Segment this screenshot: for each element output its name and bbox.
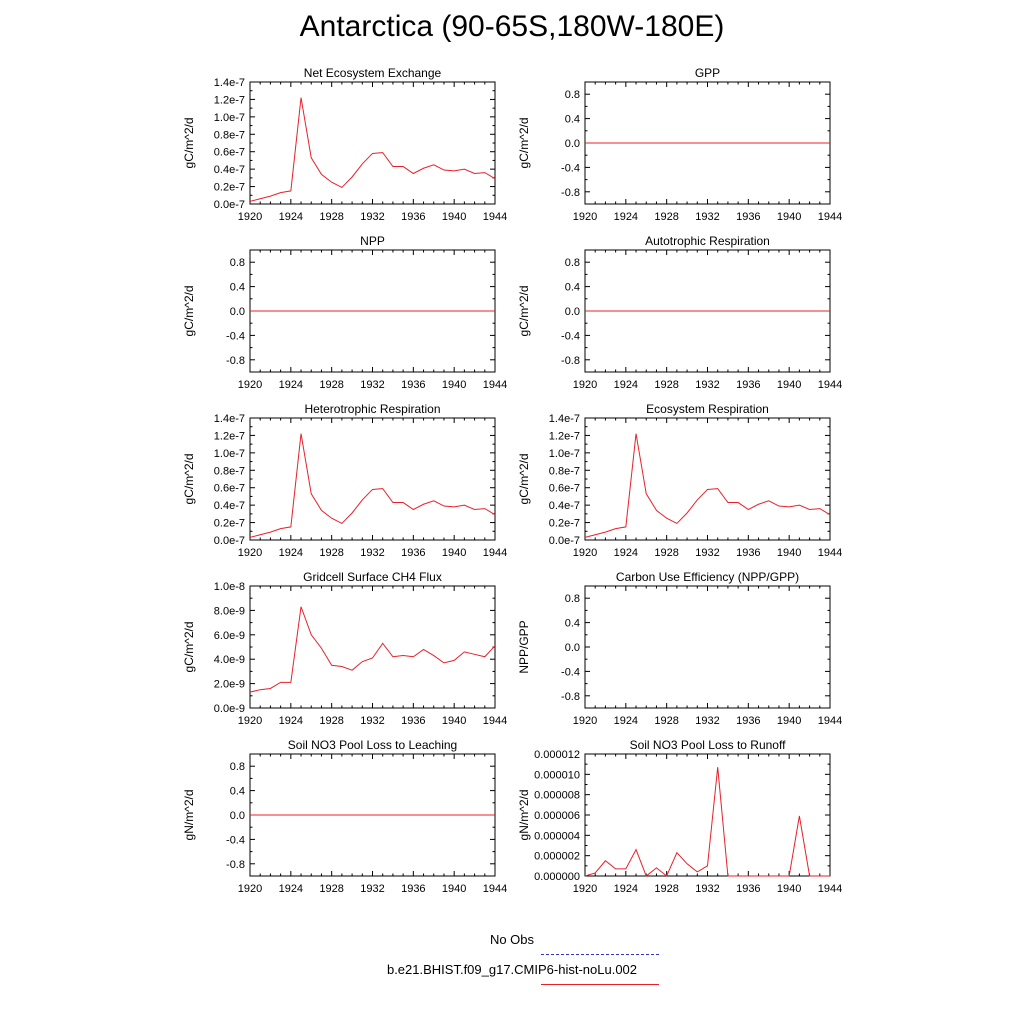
y-axis-label: NPP/GPP xyxy=(517,620,531,674)
chart-panel-3 xyxy=(182,234,507,391)
y-tick-label: 0.4 xyxy=(229,785,245,798)
y-tick-label: 0.4e-7 xyxy=(548,500,580,513)
x-tick-label: 1936 xyxy=(736,379,761,391)
y-tick-label: 0.8 xyxy=(564,89,580,102)
x-tick-label: 1928 xyxy=(654,547,679,559)
y-tick-label: 0.000010 xyxy=(534,769,580,782)
x-tick-label: 1920 xyxy=(572,883,598,895)
y-axis-label: gC/m^2/d xyxy=(182,117,196,169)
y-tick-label: -0.4 xyxy=(561,666,580,679)
y-tick-label: 0.0e-9 xyxy=(213,703,245,715)
x-tick-label: 1944 xyxy=(482,547,508,559)
x-tick-label: 1940 xyxy=(776,379,802,391)
x-tick-label: 1944 xyxy=(482,379,508,391)
x-tick-label: 1944 xyxy=(817,715,843,727)
y-tick-label: 0.4 xyxy=(229,281,245,294)
chart-title: Soil NO3 Pool Loss to Runoff xyxy=(629,738,786,752)
x-tick-label: 1936 xyxy=(401,547,426,559)
y-tick-label: -0.8 xyxy=(561,354,580,367)
x-tick-label: 1924 xyxy=(613,379,639,391)
y-tick-label: 1.2e-7 xyxy=(548,430,580,443)
chart-panel-10 xyxy=(517,738,842,895)
y-tick-label: 0.000008 xyxy=(534,789,580,802)
y-tick-label: 0.2e-7 xyxy=(213,181,245,194)
y-tick-label: 0.0 xyxy=(229,810,245,822)
chart-panel-9 xyxy=(182,738,507,895)
x-tick-label: 1944 xyxy=(817,883,843,895)
x-tick-label: 1936 xyxy=(736,211,761,223)
legend-obs-line xyxy=(541,954,659,955)
y-tick-label: 6.0e-9 xyxy=(213,629,245,642)
x-tick-label: 1936 xyxy=(401,211,426,223)
chart-title: Carbon Use Efficiency (NPP/GPP) xyxy=(615,570,800,584)
legend-obs-label: No Obs xyxy=(489,932,535,947)
y-tick-label: 0.8 xyxy=(229,257,245,270)
y-tick-label: 0.0 xyxy=(564,642,580,654)
y-tick-label: 0.8 xyxy=(564,257,580,270)
x-tick-label: 1936 xyxy=(401,379,426,391)
x-tick-label: 1932 xyxy=(695,715,720,727)
y-tick-label: 1.4e-7 xyxy=(213,77,245,89)
x-tick-label: 1932 xyxy=(695,211,720,223)
x-tick-label: 1944 xyxy=(482,715,508,727)
x-tick-label: 1940 xyxy=(441,379,467,391)
x-tick-label: 1924 xyxy=(278,547,304,559)
chart-panel-6 xyxy=(517,402,842,559)
y-tick-label: 0.000002 xyxy=(534,850,580,863)
y-axis-label: gC/m^2/d xyxy=(182,285,196,337)
chart-title: Gridcell Surface CH4 Flux xyxy=(303,570,442,584)
y-tick-label: 1.0e-7 xyxy=(213,111,245,124)
y-tick-label: 1.0e-7 xyxy=(548,447,580,460)
y-axis-label: gC/m^2/d xyxy=(182,453,196,505)
x-tick-label: 1944 xyxy=(817,379,843,391)
x-tick-label: 1932 xyxy=(360,883,385,895)
x-tick-label: 1940 xyxy=(441,715,467,727)
x-tick-label: 1928 xyxy=(319,379,344,391)
plot-frame xyxy=(250,82,495,204)
chart-panel-2 xyxy=(517,66,842,223)
y-tick-label: 1.2e-7 xyxy=(213,94,245,107)
y-tick-label: -0.4 xyxy=(561,162,580,175)
y-tick-label: 0.4 xyxy=(564,281,580,294)
y-tick-label: 0.4 xyxy=(564,113,580,126)
plot-frame xyxy=(250,586,495,708)
y-tick-label: 8.0e-9 xyxy=(213,605,245,618)
y-tick-label: 0.6e-7 xyxy=(213,146,245,159)
y-tick-label: 0.000000 xyxy=(534,871,580,883)
y-tick-label: -0.4 xyxy=(226,330,245,343)
chart-title: Heterotrophic Respiration xyxy=(304,402,441,416)
x-tick-label: 1924 xyxy=(278,883,304,895)
x-tick-label: 1936 xyxy=(736,883,761,895)
x-tick-label: 1920 xyxy=(237,547,263,559)
x-tick-label: 1936 xyxy=(401,715,426,727)
series-line xyxy=(585,434,830,538)
x-tick-label: 1944 xyxy=(817,211,843,223)
chart-panel-7 xyxy=(182,570,507,727)
y-tick-label: 0.0 xyxy=(229,306,245,318)
x-tick-label: 1944 xyxy=(817,547,843,559)
y-tick-label: 0.8e-7 xyxy=(548,465,580,478)
y-tick-label: 0.0e-7 xyxy=(213,199,245,211)
x-tick-label: 1944 xyxy=(482,211,508,223)
x-tick-label: 1932 xyxy=(360,211,385,223)
chart-title: NPP xyxy=(360,234,385,248)
x-tick-label: 1944 xyxy=(482,883,508,895)
x-tick-label: 1936 xyxy=(401,883,426,895)
plot-frame xyxy=(585,586,830,708)
x-tick-label: 1928 xyxy=(319,211,344,223)
series-line xyxy=(585,767,830,876)
x-tick-label: 1924 xyxy=(613,715,639,727)
y-tick-label: 0.000006 xyxy=(534,810,580,822)
chart-panel-1 xyxy=(182,66,507,223)
y-tick-label: 1.2e-7 xyxy=(213,430,245,443)
x-tick-label: 1940 xyxy=(441,547,467,559)
plot-frame xyxy=(585,754,830,876)
x-tick-label: 1928 xyxy=(319,547,344,559)
x-tick-label: 1940 xyxy=(776,715,802,727)
x-tick-label: 1924 xyxy=(613,547,639,559)
chart-title: Soil NO3 Pool Loss to Leaching xyxy=(287,738,458,752)
x-tick-label: 1920 xyxy=(572,715,598,727)
x-tick-label: 1940 xyxy=(776,883,802,895)
x-tick-label: 1936 xyxy=(736,547,761,559)
y-axis-label: gN/m^2/d xyxy=(182,789,196,841)
y-tick-label: 0.8e-7 xyxy=(213,129,245,142)
y-axis-label: gC/m^2/d xyxy=(517,453,531,505)
chart-panel-4 xyxy=(517,234,842,391)
legend-model-line xyxy=(541,984,659,985)
page-title: Antarctica (90-65S,180W-180E) xyxy=(299,10,725,43)
y-tick-label: -0.8 xyxy=(561,186,580,199)
y-tick-label: 4.0e-9 xyxy=(213,654,245,667)
y-tick-label: -0.4 xyxy=(226,834,245,847)
x-tick-label: 1932 xyxy=(360,379,385,391)
y-tick-label: 0.4e-7 xyxy=(213,164,245,177)
chart-title: Ecosystem Respiration xyxy=(646,402,769,416)
x-tick-label: 1920 xyxy=(237,883,263,895)
chart-panel-5 xyxy=(182,402,507,559)
y-tick-label: 0.2e-7 xyxy=(213,517,245,530)
plot-frame xyxy=(250,418,495,540)
y-tick-label: 0.2e-7 xyxy=(548,517,580,530)
series-line xyxy=(250,98,495,202)
x-tick-label: 1932 xyxy=(360,547,385,559)
chart-panel-8 xyxy=(517,570,842,727)
y-tick-label: -0.4 xyxy=(561,330,580,343)
x-tick-label: 1940 xyxy=(776,211,802,223)
y-tick-label: 0.8 xyxy=(564,593,580,606)
x-tick-label: 1924 xyxy=(278,715,304,727)
series-line xyxy=(250,434,495,538)
chart-title: GPP xyxy=(694,66,721,80)
x-tick-label: 1928 xyxy=(319,715,344,727)
y-tick-label: 0.4e-7 xyxy=(213,500,245,513)
x-tick-label: 1920 xyxy=(572,547,598,559)
x-tick-label: 1940 xyxy=(441,883,467,895)
x-tick-label: 1928 xyxy=(654,715,679,727)
y-tick-label: 0.6e-7 xyxy=(548,482,580,495)
series-line xyxy=(250,607,495,692)
y-tick-label: 0.4 xyxy=(564,617,580,630)
chart-title: Autotrophic Respiration xyxy=(645,234,770,248)
x-tick-label: 1920 xyxy=(572,211,598,223)
y-tick-label: 0.0e-7 xyxy=(213,535,245,547)
y-tick-label: 2.0e-9 xyxy=(213,678,245,691)
y-tick-label: 0.0e-7 xyxy=(548,535,580,547)
x-tick-label: 1928 xyxy=(654,883,679,895)
x-tick-label: 1932 xyxy=(695,547,720,559)
x-tick-label: 1932 xyxy=(360,715,385,727)
y-tick-label: 1.0e-8 xyxy=(213,581,245,593)
x-tick-label: 1920 xyxy=(572,379,598,391)
y-axis-label: gC/m^2/d xyxy=(517,285,531,337)
y-tick-label: 0.8e-7 xyxy=(213,465,245,478)
x-tick-label: 1932 xyxy=(695,883,720,895)
plot-frame xyxy=(585,418,830,540)
x-tick-label: 1936 xyxy=(736,715,761,727)
x-tick-label: 1928 xyxy=(319,883,344,895)
y-tick-label: 1.0e-7 xyxy=(213,447,245,460)
y-tick-label: -0.8 xyxy=(226,354,245,367)
x-tick-label: 1920 xyxy=(237,715,263,727)
x-tick-label: 1924 xyxy=(613,883,639,895)
y-tick-label: 1.4e-7 xyxy=(548,413,580,425)
y-tick-label: 0.0 xyxy=(564,138,580,150)
y-tick-label: -0.8 xyxy=(226,858,245,871)
legend-model-label: b.e21.BHIST.f09_g17.CMIP6-hist-noLu.002 xyxy=(386,962,638,977)
x-tick-label: 1924 xyxy=(278,379,304,391)
y-axis-label: gC/m^2/d xyxy=(517,117,531,169)
chart-title: Net Ecosystem Exchange xyxy=(303,66,442,80)
y-tick-label: -0.8 xyxy=(561,690,580,703)
y-tick-label: 0.000012 xyxy=(534,749,580,761)
x-tick-label: 1940 xyxy=(776,547,802,559)
x-tick-label: 1940 xyxy=(441,211,467,223)
y-tick-label: 1.4e-7 xyxy=(213,413,245,425)
y-tick-label: 0.6e-7 xyxy=(213,482,245,495)
y-axis-label: gC/m^2/d xyxy=(182,621,196,673)
y-tick-label: 0.8 xyxy=(229,761,245,774)
x-tick-label: 1924 xyxy=(278,211,304,223)
x-tick-label: 1928 xyxy=(654,379,679,391)
x-tick-label: 1924 xyxy=(613,211,639,223)
x-tick-label: 1928 xyxy=(654,211,679,223)
y-tick-label: 0.000004 xyxy=(534,830,580,843)
x-tick-label: 1920 xyxy=(237,211,263,223)
y-tick-label: 0.0 xyxy=(564,306,580,318)
x-tick-label: 1920 xyxy=(237,379,263,391)
x-tick-label: 1932 xyxy=(695,379,720,391)
y-axis-label: gN/m^2/d xyxy=(517,789,531,841)
